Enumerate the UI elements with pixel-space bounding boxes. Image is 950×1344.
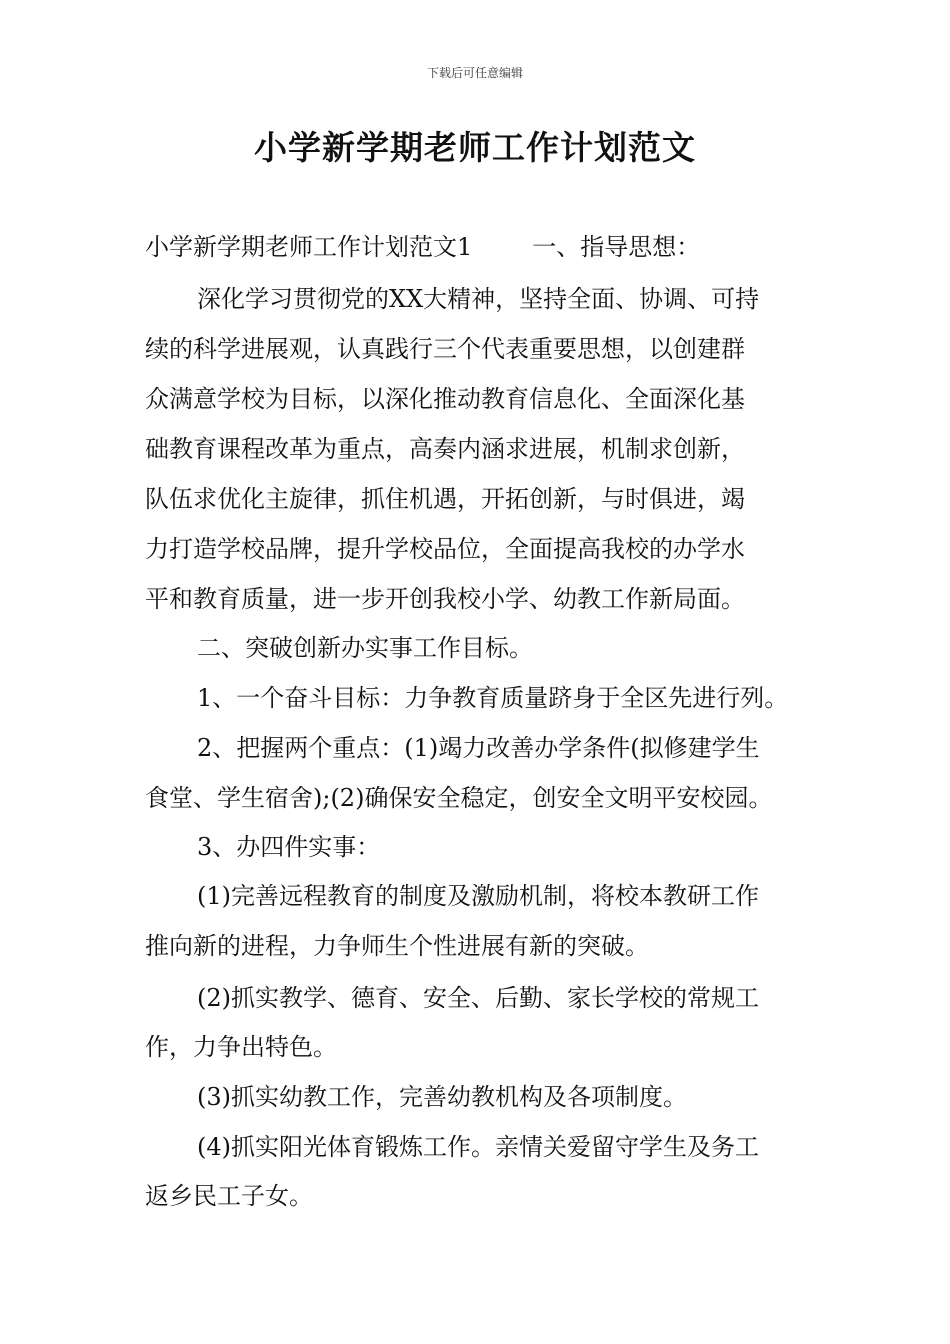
paragraph-line: 深化学习贯彻党的XX大精神，坚持全面、协调、可持 <box>197 285 760 313</box>
paragraph-line: 2、把握两个重点：(1)竭力改善办学条件(拟修建学生 <box>197 734 760 762</box>
paragraph-line: 队伍求优化主旋律，抓住机遇，开拓创新，与时俱进，竭 <box>145 485 745 513</box>
paragraph-line: 推向新的进程，力争师生个性进展有新的突破。 <box>145 932 649 960</box>
paragraph-line: 作，力争出特色。 <box>145 1033 337 1061</box>
paragraph-line: (3)抓实幼教工作，完善幼教机构及各项制度。 <box>197 1083 687 1111</box>
section-heading-guiding-thought: 一、指导思想： <box>532 233 701 261</box>
section-heading: 二、突破创新办实事工作目标。 <box>197 634 533 662</box>
paragraph-line: 食堂、学生宿舍);(2)确保安全稳定，创安全文明平安校园。 <box>145 784 773 812</box>
document-title: 小学新学期老师工作计划范文 <box>254 128 696 167</box>
paragraph-line-intro <box>145 231 815 263</box>
paragraph-line: (4)抓实阳光体育锻炼工作。亲情关爱留守学生及务工 <box>197 1133 759 1161</box>
section-heading-intro: 小学新学期老师工作计划范文1 <box>145 233 473 261</box>
paragraph-line: 返乡民工子女。 <box>145 1182 313 1210</box>
page-header-note: 下载后可任意编辑 <box>426 66 523 80</box>
paragraph-line: 众满意学校为目标，以深化推动教育信息化、全面深化基 <box>145 385 745 413</box>
paragraph-line: 续的科学进展观，认真践行三个代表重要思想，以创建群 <box>145 335 745 363</box>
paragraph-line: (1)完善远程教育的制度及激励机制，将校本教研工作 <box>197 882 759 910</box>
paragraph-line: 础教育课程改革为重点，高奏内涵求进展，机制求创新， <box>145 435 745 463</box>
paragraph-line: (2)抓实教学、德育、安全、后勤、家长学校的常规工 <box>197 984 759 1012</box>
paragraph-line: 1、一个奋斗目标：力争教育质量跻身于全区先进行列。 <box>197 684 789 712</box>
paragraph-line: 3、办四件实事： <box>197 833 381 861</box>
paragraph-line: 力打造学校品牌，提升学校品位，全面提高我校的办学水 <box>145 535 745 563</box>
paragraph-line: 平和教育质量，进一步开创我校小学、幼教工作新局面。 <box>145 585 745 613</box>
